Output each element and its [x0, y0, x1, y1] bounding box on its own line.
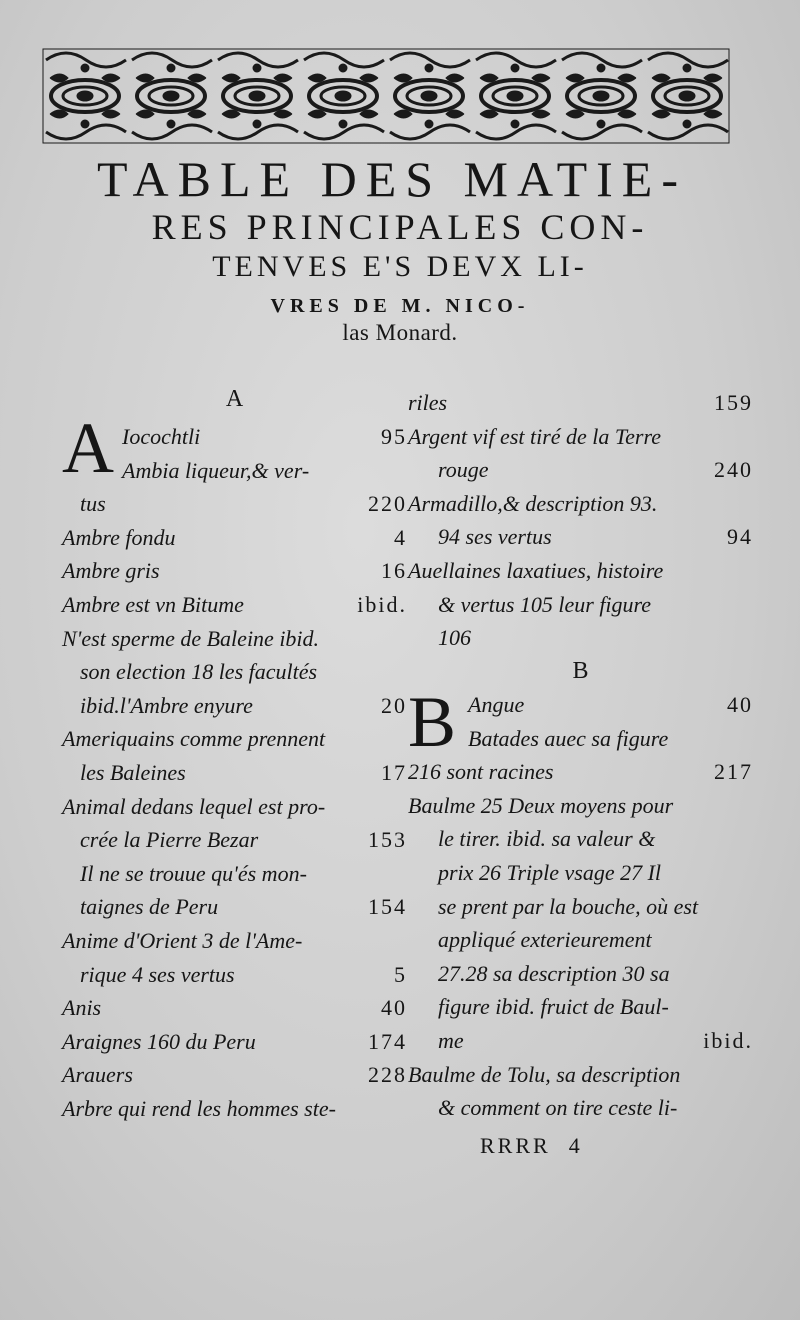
drop-cap-a: A [62, 408, 114, 488]
index-entry-text: Arbre qui rend les hommes ste- [62, 1096, 336, 1121]
index-entry [408, 487, 753, 520]
index-entry-text: figure ibid. fruict de Baul- [438, 994, 669, 1020]
index-entry [62, 487, 407, 520]
index-entry [408, 890, 753, 923]
index-entry [408, 722, 753, 755]
index-entry [62, 1092, 407, 1125]
index-entry [408, 1024, 753, 1057]
index-entry-page: ibid. [703, 1028, 753, 1053]
index-entry-text: Armadillo,& description 93. [408, 490, 658, 516]
index-entry-page: ibid. [357, 592, 407, 617]
title-line-4: VRES DE M. NICO- [270, 295, 530, 317]
index-entry [62, 857, 407, 890]
index-entry-text: Ambre gris [62, 558, 160, 584]
index-entry [62, 958, 407, 991]
ornament-motif [304, 53, 384, 139]
index-entry [62, 554, 407, 587]
index-entry-page: 217 [714, 759, 753, 785]
ornament-motif [132, 53, 212, 139]
section-letter-a: A [225, 386, 244, 412]
index-entry-text: Anime d'Orient 3 de l'Ame- [62, 928, 303, 953]
index-entry [408, 420, 753, 453]
index-entry [408, 588, 753, 621]
ornament-motif [476, 53, 556, 139]
index-entry-text: Auellaines laxatiues, histoire [408, 558, 664, 583]
signature-mark [480, 1133, 583, 1159]
index-entry-page: 228 [368, 1062, 407, 1088]
index-entry [62, 991, 407, 1024]
index-entry-text: Ameriquains comme prennent [62, 726, 326, 752]
index-entry-text: les Baleines [80, 760, 186, 785]
index-entry-page: 94 [727, 524, 753, 550]
index-entry [62, 722, 407, 755]
index-entry-text: & vertus 105 leur figure [438, 591, 652, 617]
index-entry [62, 924, 407, 957]
index-entry-page: 20 [381, 692, 407, 718]
index-entry-text: Baulme 25 Deux moyens pour [408, 792, 674, 818]
index-entry-text: se prent par la bouche, où est [438, 893, 699, 919]
index-entry-text: 216 sont racines [408, 759, 554, 785]
ornament-motif [648, 53, 728, 139]
index-entry [408, 755, 753, 788]
woodcut-headpiece-ornament [42, 48, 730, 144]
drop-cap-b: B [408, 682, 457, 762]
index-entry [408, 688, 753, 721]
title-line-3: TENVES E'S DEVX LI- [212, 250, 588, 283]
index-entry-text: riles [408, 390, 448, 415]
index-entry [62, 588, 407, 621]
index-entry [408, 856, 753, 889]
index-entry-text: Araignes 160 du Peru [62, 1028, 256, 1054]
title-line-5: las Monard. [342, 320, 458, 345]
ornament-motif [390, 53, 470, 139]
index-entry [408, 621, 753, 654]
index-entry-page: 154 [368, 894, 407, 920]
index-entry [408, 990, 753, 1023]
index-entry-text: Baulme de Tolu, sa description [408, 1061, 681, 1087]
index-entry-text: me [438, 1028, 464, 1053]
index-entry-page: 159 [714, 390, 753, 415]
ornament-motif [46, 53, 126, 139]
index-entry-page: 220 [368, 491, 407, 517]
index-entry-text: Il ne se trouue qu'és mon- [80, 860, 307, 886]
index-entry-text: Iocochtli [122, 424, 201, 449]
index-entry-text: Angue [468, 692, 525, 717]
index-entry-text: appliqué exterieurement [438, 927, 652, 953]
index-entry-text: 106 [438, 625, 471, 651]
index-entry [408, 554, 753, 587]
title-line-2: RES PRINCIPALES CON- [151, 207, 649, 247]
index-entry-page: 174 [368, 1028, 407, 1054]
index-entry-page: 40 [727, 692, 753, 717]
index-entry-page: 16 [381, 558, 407, 584]
index-entry [62, 420, 407, 453]
index-entry [408, 923, 753, 956]
index-entry-page: 4 [394, 524, 407, 550]
index-entry-text: Ambia liqueur,& ver- [122, 457, 310, 483]
ornament-motif [562, 53, 642, 139]
index-entry-text: ibid.l'Ambre enyure [80, 692, 253, 718]
index-entry [62, 1058, 407, 1091]
index-entry-text: 27.28 sa description 30 sa [438, 960, 670, 986]
title-line-1: TABLE DES MATIE- [97, 151, 687, 207]
index-entry-text: 94 ses vertus [438, 524, 552, 550]
index-entry [408, 1091, 753, 1124]
index-entry-text: taignes de Peru [80, 894, 219, 920]
index-entry-text: rique 4 ses vertus [80, 961, 235, 987]
index-entry-text: Argent vif est tiré de la Terre [408, 423, 661, 449]
index-entry-text: son election 18 les facultés [80, 659, 318, 685]
index-entry-page: 95 [381, 424, 407, 449]
index-entry [62, 790, 407, 823]
index-entry [62, 622, 407, 655]
index-entry-text: rouge [438, 457, 489, 483]
index-entry [408, 789, 753, 822]
index-entry [62, 1025, 407, 1058]
index-entry-text: Arauers [62, 1062, 133, 1088]
index-entry-text: Ambre est vn Bitume [62, 592, 244, 617]
index-entry [62, 756, 407, 789]
index-entry-text: crée la Pierre Bezar [80, 827, 259, 853]
index-entry [408, 520, 753, 553]
index-entry [408, 386, 753, 419]
index-entry-text: Batades auec sa figure [468, 725, 669, 751]
index-entry [408, 453, 753, 486]
index-entry-text: Animal dedans lequel est pro- [62, 793, 326, 819]
index-entry [62, 689, 407, 722]
index-entry [62, 454, 407, 487]
index-entry [408, 957, 753, 990]
index-entry-page: 5 [394, 961, 407, 987]
index-entry-text: le tirer. ibid. sa valeur & [438, 826, 656, 852]
section-letter-b: B [572, 658, 589, 684]
index-entry [408, 822, 753, 855]
index-entry-text: N'est sperme de Baleine ibid. [62, 625, 320, 651]
index-entry-page: 40 [381, 995, 407, 1021]
index-entry-text: Ambre fondu [62, 524, 176, 550]
index-entry [62, 823, 407, 856]
index-entry-text: & comment on tire ceste li- [438, 1095, 678, 1121]
index-entry [62, 521, 407, 554]
index-entry [62, 890, 407, 923]
index-entry-page: 153 [368, 827, 407, 853]
index-entry [62, 655, 407, 688]
index-entry-text: Anis [62, 995, 102, 1021]
signature-letters: RRRR [480, 1133, 551, 1158]
index-entry-page: 240 [714, 457, 753, 483]
index-entry-page: 17 [381, 760, 407, 785]
index-entry [408, 1058, 753, 1091]
ornament-motif [218, 53, 298, 139]
index-entry-text: tus [80, 491, 106, 517]
signature-number: 4 [568, 1133, 583, 1158]
index-entry-text: prix 26 Triple vsage 27 Il [438, 860, 662, 885]
